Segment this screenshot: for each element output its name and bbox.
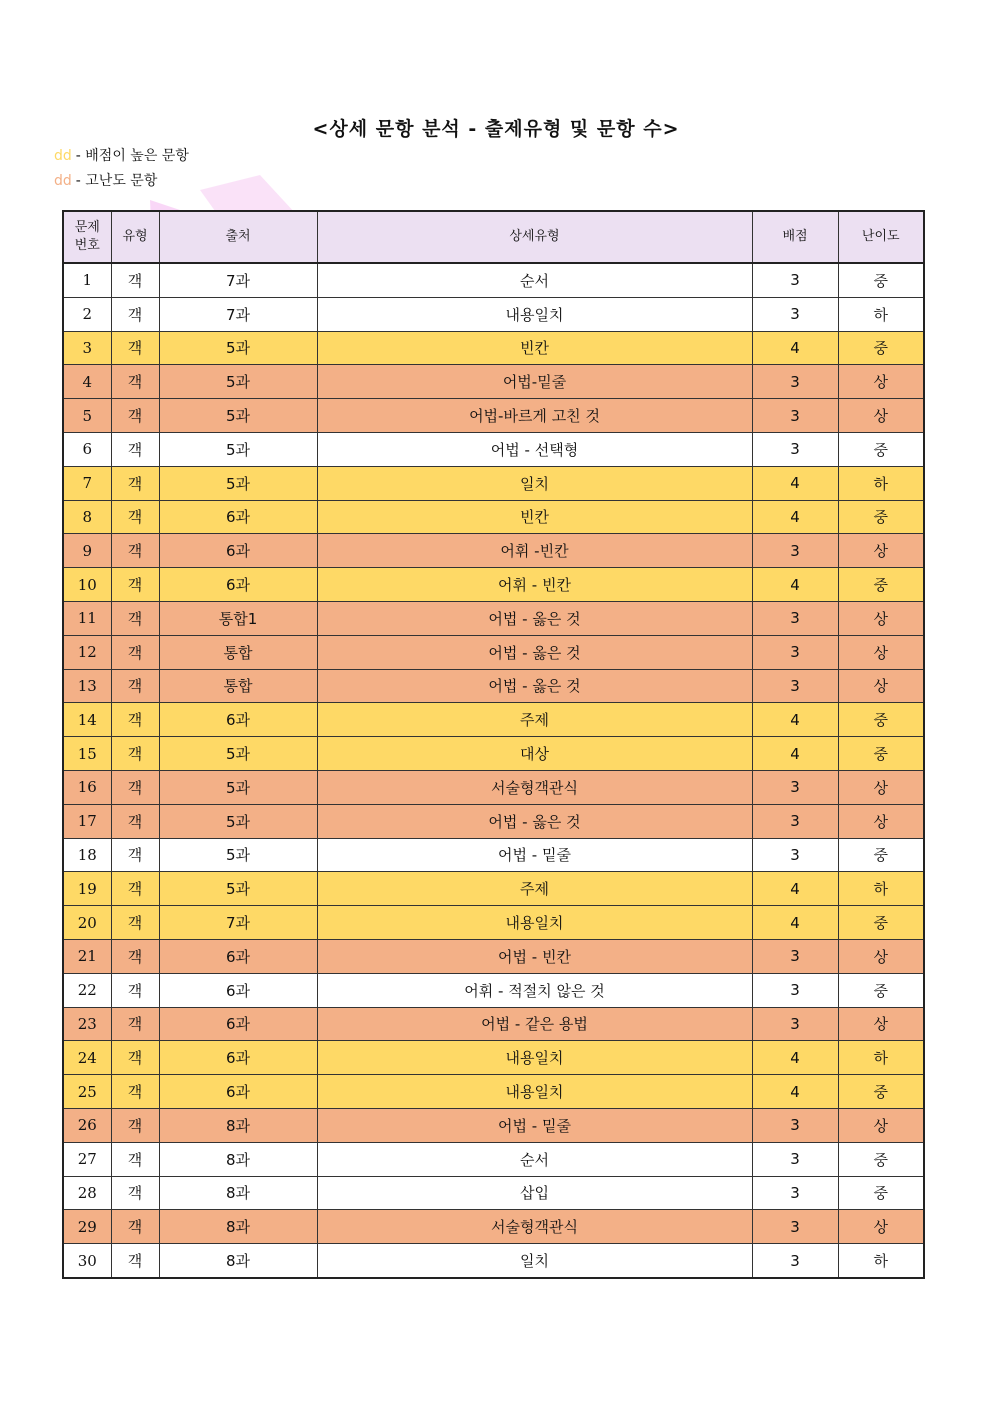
table-row [63,1244,924,1278]
cell-type: 객 [111,500,159,534]
cell-type: 객 [111,331,159,365]
cell-detail: 내용일치 [317,1075,752,1109]
cell-source: 5과 [159,770,317,804]
cell-level: 상 [838,804,924,838]
cell-level: 중 [838,1075,924,1109]
cell-number: 3 [63,331,111,365]
cell-type: 객 [111,263,159,297]
cell-score: 3 [752,601,838,635]
cell-number: 27 [63,1142,111,1176]
table-row [63,263,924,297]
table-row [63,1108,924,1142]
cell-source: 6과 [159,1007,317,1041]
cell-source: 8과 [159,1210,317,1244]
cell-number: 17 [63,804,111,838]
cell-score: 4 [752,568,838,602]
cell-source: 8과 [159,1244,317,1278]
cell-level: 상 [838,1210,924,1244]
legend-swatch-hard: dd [54,173,72,189]
cell-level: 하 [838,1244,924,1278]
cell-source: 5과 [159,838,317,872]
cell-source: 7과 [159,906,317,940]
cell-level: 하 [838,466,924,500]
cell-level: 중 [838,568,924,602]
cell-source: 8과 [159,1108,317,1142]
cell-source: 5과 [159,365,317,399]
cell-level: 하 [838,297,924,331]
cell-source: 8과 [159,1142,317,1176]
cell-source: 6과 [159,1075,317,1109]
cell-detail: 어법 - 같은 용법 [317,1007,752,1041]
cell-source: 5과 [159,432,317,466]
cell-source: 통합1 [159,601,317,635]
cell-detail: 일치 [317,1244,752,1278]
cell-source: 6과 [159,973,317,1007]
cell-type: 객 [111,432,159,466]
cell-number: 2 [63,297,111,331]
cell-level: 중 [838,263,924,297]
cell-number: 11 [63,601,111,635]
table-row [63,973,924,1007]
cell-type: 객 [111,399,159,433]
cell-type: 객 [111,1075,159,1109]
cell-level: 하 [838,872,924,906]
table-row [63,365,924,399]
cell-type: 객 [111,601,159,635]
table-row [63,1142,924,1176]
cell-level: 중 [838,838,924,872]
col-header-type: 유형 [111,211,159,263]
cell-type: 객 [111,804,159,838]
cell-number: 14 [63,703,111,737]
cell-level: 상 [838,601,924,635]
cell-source: 5과 [159,399,317,433]
cell-score: 4 [752,466,838,500]
cell-detail: 어법-밑줄 [317,365,752,399]
cell-score: 3 [752,1210,838,1244]
cell-type: 객 [111,466,159,500]
cell-detail: 어법 - 옳은 것 [317,804,752,838]
cell-detail: 내용일치 [317,297,752,331]
cell-detail: 어법 - 옳은 것 [317,669,752,703]
cell-number: 12 [63,635,111,669]
cell-number: 29 [63,1210,111,1244]
cell-score: 3 [752,1244,838,1278]
legend-hard [54,170,157,190]
cell-detail: 어법 - 옳은 것 [317,635,752,669]
cell-type: 객 [111,1007,159,1041]
cell-detail: 순서 [317,263,752,297]
cell-number: 26 [63,1108,111,1142]
table-row [63,1075,924,1109]
cell-score: 3 [752,432,838,466]
cell-type: 객 [111,1041,159,1075]
table-row [63,635,924,669]
cell-number: 28 [63,1176,111,1210]
table-row [63,432,924,466]
cell-source: 6과 [159,1041,317,1075]
cell-level: 상 [838,399,924,433]
table-row [63,1007,924,1041]
table-row [63,601,924,635]
cell-number: 25 [63,1075,111,1109]
cell-score: 3 [752,1108,838,1142]
cell-type: 객 [111,669,159,703]
cell-level: 중 [838,737,924,771]
cell-detail: 내용일치 [317,1041,752,1075]
cell-number: 24 [63,1041,111,1075]
table-row [63,804,924,838]
cell-detail: 서술형객관식 [317,770,752,804]
cell-score: 4 [752,1041,838,1075]
cell-score: 3 [752,939,838,973]
cell-level: 중 [838,1176,924,1210]
cell-detail: 어법 - 밑줄 [317,1108,752,1142]
cell-detail: 대상 [317,737,752,771]
col-header-level: 난이도 [838,211,924,263]
page-title: <상세 문항 분석 - 출제유형 및 문항 수> [312,118,680,140]
table-row [63,399,924,433]
table-row [63,703,924,737]
cell-detail: 어법 - 옳은 것 [317,601,752,635]
cell-score: 3 [752,669,838,703]
cell-source: 6과 [159,939,317,973]
cell-source: 5과 [159,804,317,838]
legend-swatch-high-score: dd [54,148,72,164]
cell-source: 6과 [159,534,317,568]
cell-number: 20 [63,906,111,940]
cell-type: 객 [111,1142,159,1176]
table-row [63,534,924,568]
cell-level: 상 [838,534,924,568]
cell-source: 6과 [159,568,317,602]
cell-score: 3 [752,1007,838,1041]
cell-detail: 순서 [317,1142,752,1176]
cell-source: 6과 [159,703,317,737]
cell-detail: 어법 - 빈칸 [317,939,752,973]
table-row [63,770,924,804]
cell-type: 객 [111,939,159,973]
cell-type: 객 [111,365,159,399]
cell-source: 8과 [159,1176,317,1210]
cell-detail: 어휘 - 빈칸 [317,568,752,602]
analysis-table [62,210,925,1279]
cell-score: 3 [752,297,838,331]
cell-level: 중 [838,703,924,737]
cell-type: 객 [111,703,159,737]
cell-detail: 어법 - 선택형 [317,432,752,466]
table-row [63,466,924,500]
cell-score: 3 [752,534,838,568]
table-header-row [63,211,924,263]
cell-score: 3 [752,365,838,399]
cell-score: 3 [752,770,838,804]
cell-detail: 서술형객관식 [317,1210,752,1244]
cell-type: 객 [111,297,159,331]
cell-source: 통합 [159,635,317,669]
cell-level: 상 [838,770,924,804]
table-row [63,1176,924,1210]
cell-detail: 빈칸 [317,331,752,365]
table-row [63,297,924,331]
cell-number: 9 [63,534,111,568]
cell-type: 객 [111,737,159,771]
cell-level: 중 [838,500,924,534]
table-row [63,1041,924,1075]
cell-number: 7 [63,466,111,500]
cell-detail: 삽입 [317,1176,752,1210]
cell-number: 4 [63,365,111,399]
cell-score: 4 [752,737,838,771]
cell-number: 6 [63,432,111,466]
cell-type: 객 [111,973,159,1007]
table-row [63,331,924,365]
table-row [63,872,924,906]
cell-number: 22 [63,973,111,1007]
cell-type: 객 [111,534,159,568]
cell-detail: 주제 [317,872,752,906]
cell-level: 상 [838,635,924,669]
cell-number: 1 [63,263,111,297]
table-row [63,500,924,534]
table-row [63,1210,924,1244]
cell-score: 3 [752,263,838,297]
cell-type: 객 [111,838,159,872]
cell-detail: 주제 [317,703,752,737]
legend-label-hard: - 고난도 문항 [75,173,158,189]
cell-type: 객 [111,1108,159,1142]
cell-detail: 어법 - 밑줄 [317,838,752,872]
cell-source: 5과 [159,466,317,500]
cell-detail: 어휘 -빈칸 [317,534,752,568]
cell-number: 13 [63,669,111,703]
cell-source: 7과 [159,297,317,331]
cell-score: 3 [752,399,838,433]
cell-number: 19 [63,872,111,906]
cell-level: 하 [838,1041,924,1075]
cell-type: 객 [111,770,159,804]
cell-score: 4 [752,500,838,534]
cell-level: 상 [838,669,924,703]
cell-score: 3 [752,1176,838,1210]
col-header-number: 문제 번호 [63,211,111,263]
cell-score: 4 [752,331,838,365]
cell-source: 5과 [159,737,317,771]
cell-number: 15 [63,737,111,771]
table-row [63,568,924,602]
cell-detail: 일치 [317,466,752,500]
cell-detail: 내용일치 [317,906,752,940]
cell-number: 21 [63,939,111,973]
cell-type: 객 [111,906,159,940]
cell-source: 6과 [159,500,317,534]
cell-source: 5과 [159,331,317,365]
cell-number: 18 [63,838,111,872]
cell-number: 5 [63,399,111,433]
cell-level: 상 [838,1108,924,1142]
cell-level: 중 [838,331,924,365]
cell-score: 3 [752,804,838,838]
cell-score: 3 [752,973,838,1007]
cell-level: 중 [838,432,924,466]
table-row [63,737,924,771]
table-body [63,263,924,1278]
cell-detail: 빈칸 [317,500,752,534]
legend-high-score [54,145,189,165]
legend-label-high-score: - 배점이 높은 문항 [75,148,189,164]
col-header-detail: 상세유형 [317,211,752,263]
cell-source: 7과 [159,263,317,297]
cell-type: 객 [111,635,159,669]
cell-detail: 어휘 - 적절치 않은 것 [317,973,752,1007]
cell-level: 중 [838,1142,924,1176]
cell-score: 4 [752,872,838,906]
cell-score: 4 [752,906,838,940]
cell-level: 상 [838,365,924,399]
cell-number: 30 [63,1244,111,1278]
cell-type: 객 [111,872,159,906]
cell-number: 8 [63,500,111,534]
cell-level: 중 [838,906,924,940]
col-header-source: 출처 [159,211,317,263]
cell-score: 3 [752,838,838,872]
table-row [63,838,924,872]
cell-source: 통합 [159,669,317,703]
table-row [63,906,924,940]
cell-number: 10 [63,568,111,602]
col-header-score: 배점 [752,211,838,263]
cell-type: 객 [111,1176,159,1210]
cell-level: 중 [838,973,924,1007]
cell-number: 23 [63,1007,111,1041]
cell-type: 객 [111,1210,159,1244]
cell-number: 16 [63,770,111,804]
table-row [63,939,924,973]
cell-type: 객 [111,568,159,602]
cell-level: 상 [838,1007,924,1041]
cell-source: 5과 [159,872,317,906]
cell-score: 3 [752,1142,838,1176]
cell-score: 3 [752,635,838,669]
cell-level: 상 [838,939,924,973]
cell-detail: 어법-바르게 고친 것 [317,399,752,433]
table-row [63,669,924,703]
cell-score: 4 [752,703,838,737]
cell-type: 객 [111,1244,159,1278]
cell-score: 4 [752,1075,838,1109]
